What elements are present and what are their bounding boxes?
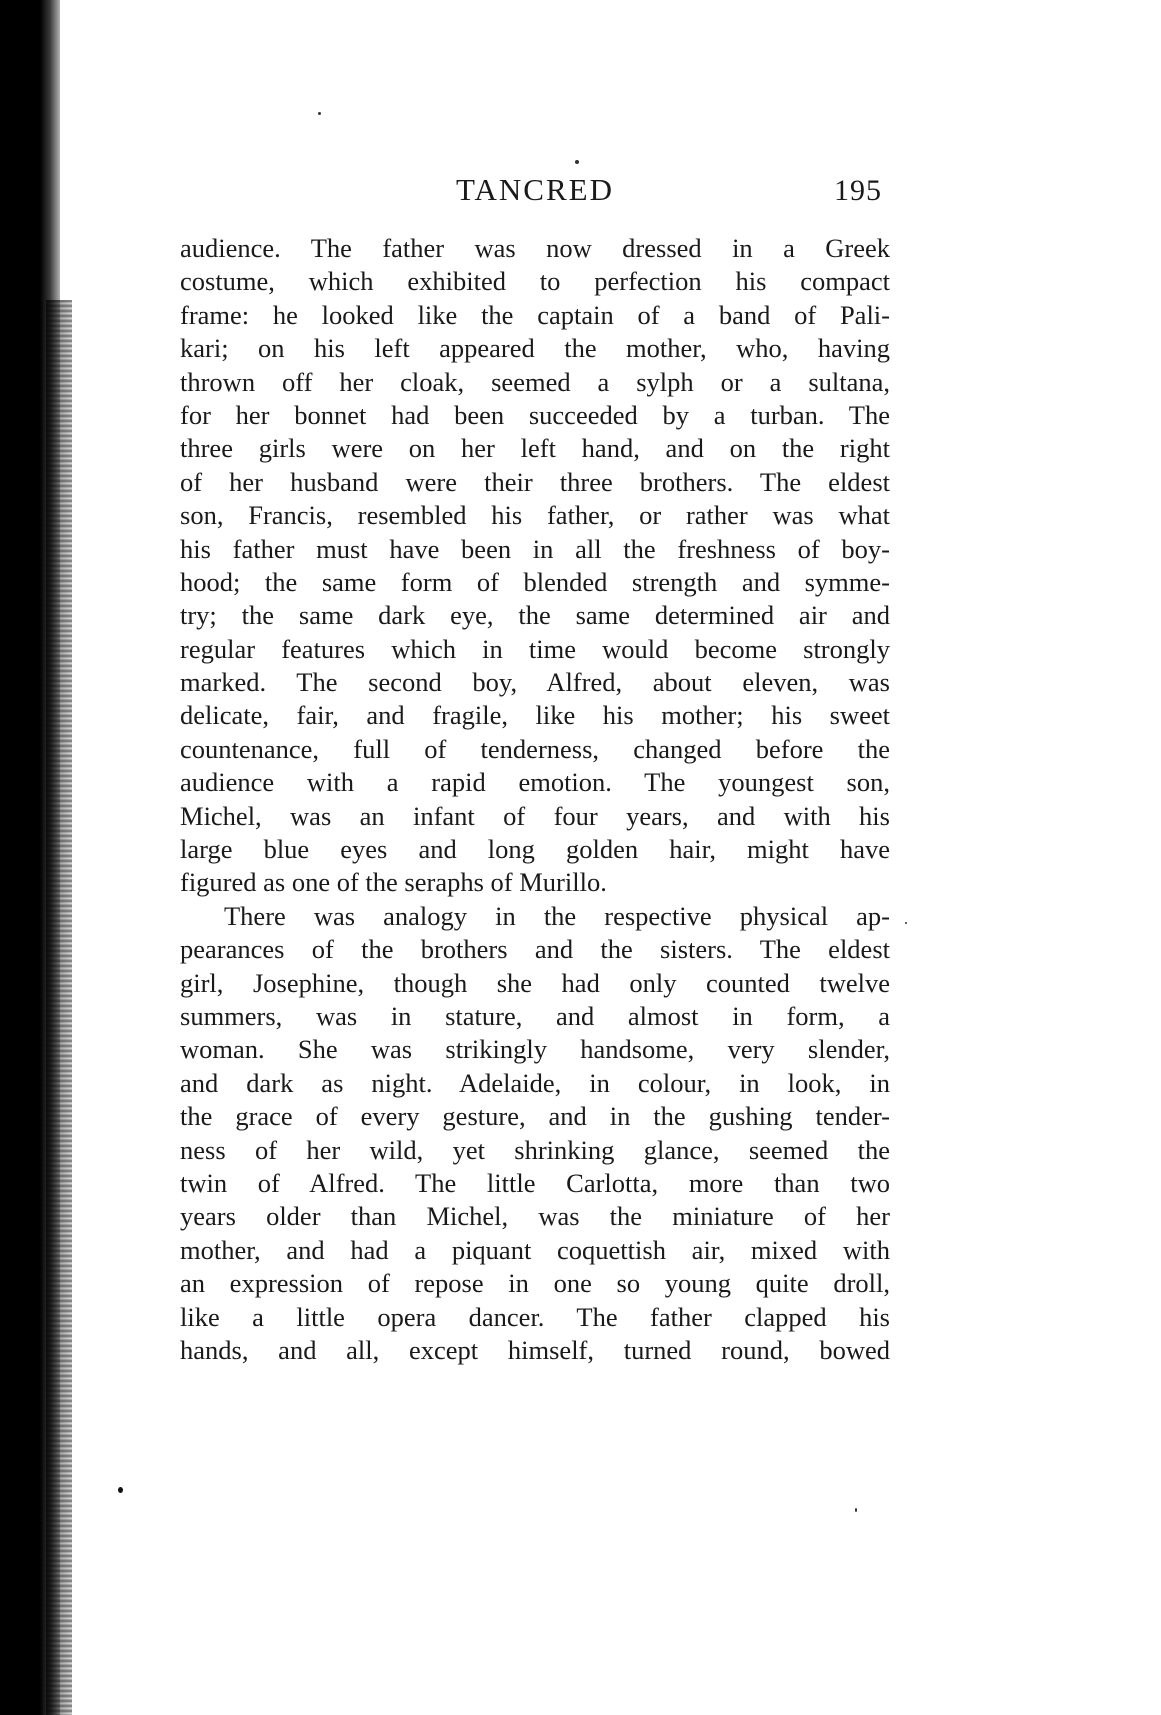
scan-speck: [575, 160, 579, 164]
text-line: mother, and had a piquant coquettish air, mixed with: [180, 1234, 890, 1265]
text-line: woman. She was strikingly handsome, very slender,: [180, 1034, 890, 1065]
text-line: like a little opera dancer. The father clapped his: [180, 1301, 890, 1332]
text-line: hood; the same form of blended strength and symme-: [180, 566, 890, 597]
text-line: audience with a rapid emotion. The youngest son,: [180, 767, 890, 798]
paragraph-first-line: There was analogy in the respective physical ap-: [224, 900, 890, 931]
scan-speck: [118, 1487, 123, 1493]
text-line: son, Francis, resembled his father, or rather was what: [180, 500, 890, 531]
text-line: regular features which in time would become strongly: [180, 633, 890, 664]
text-line: for her bonnet had been succeeded by a turban. The: [180, 399, 890, 430]
text-line: summers, was in stature, and almost in form, a: [180, 1000, 890, 1031]
page-header: [180, 172, 890, 218]
text-line: kari; on his left appeared the mother, who, having: [180, 333, 890, 364]
text-line: the grace of every gesture, and in the gushing tender-: [180, 1101, 890, 1132]
text-line: audience. The father was now dressed in a Greek: [180, 233, 890, 263]
text-line: countenance, full of tenderness, changed before the: [180, 733, 890, 764]
running-title: TANCRED: [456, 172, 614, 207]
text-line: thrown off her cloak, seemed a sylph or a sultana,: [180, 366, 890, 397]
scan-speck: [905, 922, 907, 924]
text-line: his father must have been in all the freshness of boy-: [180, 533, 890, 564]
text-line: and dark as night. Adelaide, in colour, in look, in: [180, 1067, 890, 1098]
text-line: three girls were on her left hand, and on the right: [180, 433, 890, 464]
body-text: [180, 232, 890, 1367]
text-line: pearances of the brothers and the sisters. The eldest: [180, 934, 890, 965]
text-line: ness of her wild, yet shrinking glance, seemed the: [180, 1134, 890, 1165]
text-line: years older than Michel, was the miniature of her: [180, 1201, 890, 1232]
page-number: 195: [834, 174, 882, 207]
text-line: an expression of repose in one so young quite droll,: [180, 1268, 890, 1299]
scan-speck: [318, 112, 321, 115]
scan-speck: [855, 1508, 857, 1512]
text-line: twin of Alfred. The little Carlotta, more than two: [180, 1167, 890, 1198]
text-line: large blue eyes and long golden hair, might have: [180, 834, 890, 865]
text-line: girl, Josephine, though she had only counted twelve: [180, 967, 890, 998]
text-line: Michel, was an infant of four years, and with his: [180, 800, 890, 831]
spine-scan-texture: [46, 300, 72, 1715]
text-line: hands, and all, except himself, turned round, bowed: [180, 1334, 890, 1365]
text-line: try; the same dark eye, the same determined air and: [180, 600, 890, 631]
text-line: costume, which exhibited to perfection his compact: [180, 266, 890, 297]
text-line: delicate, fair, and fragile, like his mother; his sweet: [180, 700, 890, 731]
text-line: of her husband were their three brothers. The eldest: [180, 466, 890, 497]
text-line: marked. The second boy, Alfred, about eleven, was: [180, 667, 890, 698]
text-line: frame: he looked like the captain of a band of Pali-: [180, 299, 890, 330]
paragraph-last-line: figured as one of the seraphs of Murillo.: [180, 867, 607, 898]
